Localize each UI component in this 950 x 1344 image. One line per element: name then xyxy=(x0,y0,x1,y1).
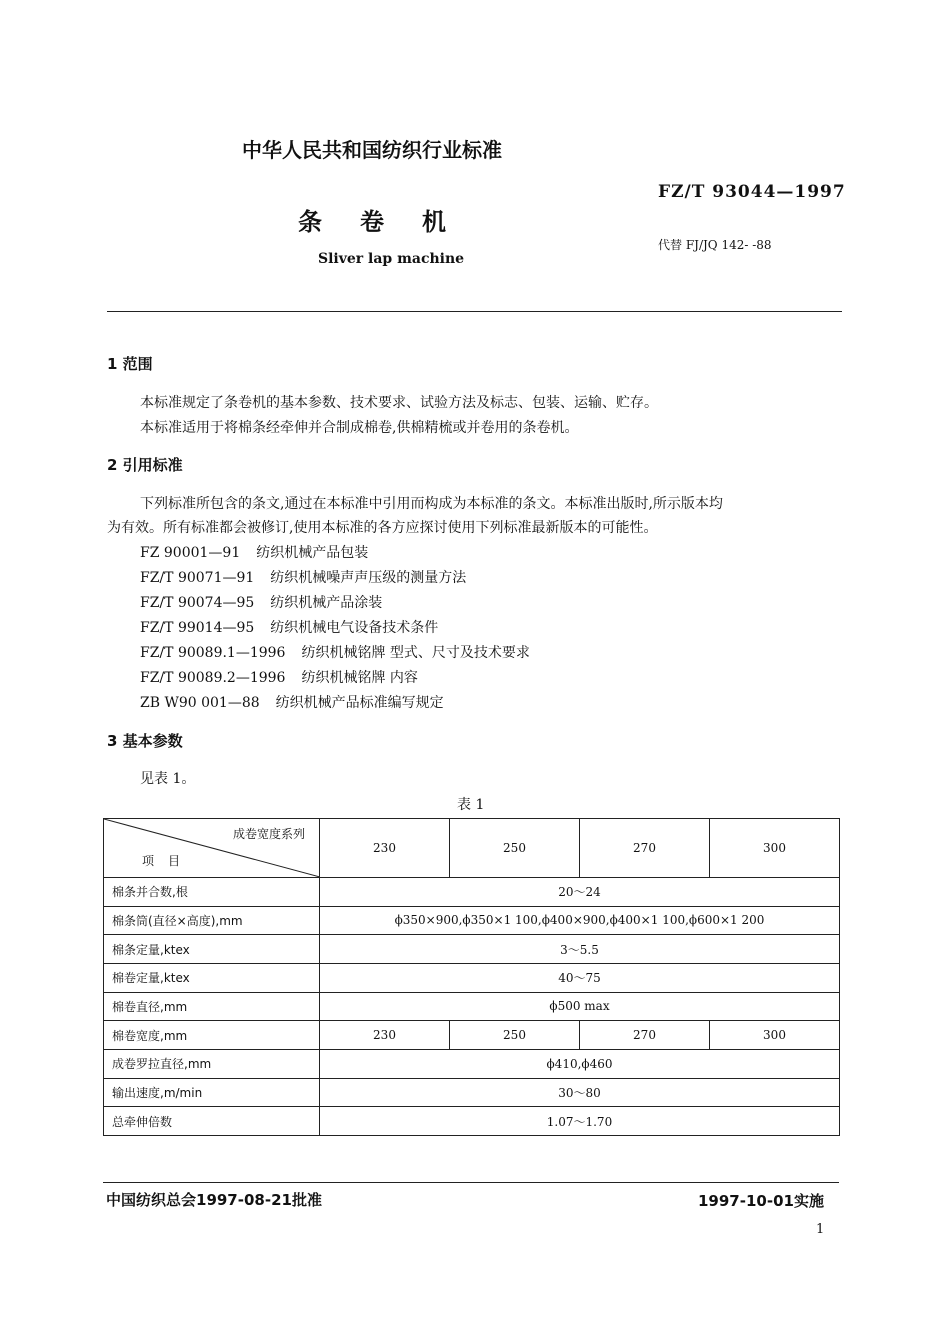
section-2-intro: 为有效。所有标准都会被修订,使用本标准的各方应探讨使用下列标准最新版本的可能性。 xyxy=(107,520,658,536)
row-label: 输出速度,m/min xyxy=(104,1078,320,1107)
approval-date: 中国纺织总会1997-08-21批准 xyxy=(106,1191,322,1209)
table-header-row xyxy=(104,819,840,878)
replaces-note: 代替 FJ/JQ 142- -88 xyxy=(658,238,772,252)
row-label: 棉条定量,ktex xyxy=(104,935,320,964)
table-row xyxy=(104,878,840,907)
reference-item xyxy=(140,542,368,562)
row-value: 300 xyxy=(710,1021,840,1050)
reference-title: 纺织机械产品标准编写规定 xyxy=(275,695,444,711)
section-2-heading: 2 引用标准 xyxy=(107,456,183,474)
section-1-paragraph: 本标准适用于将棉条经牵伸并合制成棉卷,供棉精梳或并卷用的条卷机。 xyxy=(140,420,579,436)
row-label: 棉条筒(直径×高度),mm xyxy=(104,906,320,935)
reference-code: FZ/T 99014—95 xyxy=(140,620,255,636)
row-value: 3～5.5 xyxy=(320,935,840,964)
row-value: 30～80 xyxy=(320,1078,840,1107)
reference-title: 纺织机械铭牌 型式、尺寸及技术要求 xyxy=(301,645,530,661)
reference-item xyxy=(140,617,438,637)
row-label: 成卷罗拉直径,mm xyxy=(104,1049,320,1078)
reference-code: ZB W90 001—88 xyxy=(140,695,260,711)
page-number: 1 xyxy=(816,1222,825,1237)
section-3-heading: 3 基本参数 xyxy=(107,732,183,750)
table-row xyxy=(104,935,840,964)
row-value: 40～75 xyxy=(320,963,840,992)
width-header-cell: 230 xyxy=(320,819,450,878)
row-value: 250 xyxy=(450,1021,580,1050)
reference-item xyxy=(140,667,418,687)
row-value: 230 xyxy=(320,1021,450,1050)
reference-code: FZ/T 90074—95 xyxy=(140,595,255,611)
row-label: 棉卷直径,mm xyxy=(104,992,320,1021)
parameters-table xyxy=(103,818,840,1136)
row-label: 棉卷宽度,mm xyxy=(104,1021,320,1050)
section-2-intro: 下列标准所包含的条文,通过在本标准中引用而构成为本标准的条文。本标准出版时,所示版本均 xyxy=(140,496,723,512)
section-1-heading: 1 范围 xyxy=(107,355,153,373)
footer-divider xyxy=(103,1182,839,1183)
row-value: 1.07～1.70 xyxy=(320,1107,840,1136)
reference-code: FZ 90001—91 xyxy=(140,545,241,561)
width-header-cell: 300 xyxy=(710,819,840,878)
reference-title: 纺织机械噪声声压级的测量方法 xyxy=(270,570,467,586)
table-row xyxy=(104,1078,840,1107)
table-corner-cell xyxy=(104,819,320,878)
row-value: ϕ410,ϕ460 xyxy=(320,1049,840,1078)
document-title: 条卷机 xyxy=(298,208,484,236)
table-row xyxy=(104,906,840,935)
section-3-paragraph: 见表 1。 xyxy=(140,771,196,787)
row-label: 棉条并合数,根 xyxy=(104,878,320,907)
row-label: 棉卷定量,ktex xyxy=(104,963,320,992)
reference-code: FZ/T 90071—91 xyxy=(140,570,255,586)
effective-date: 1997-10-01实施 xyxy=(698,1192,824,1210)
table-caption: 表 1 xyxy=(457,797,485,813)
corner-column-label: 成卷宽度系列 xyxy=(232,827,305,841)
reference-title: 纺织机械产品包装 xyxy=(256,545,369,561)
table-row xyxy=(104,1049,840,1078)
row-label: 总牵伸倍数 xyxy=(104,1107,320,1136)
reference-code: FZ/T 90089.2—1996 xyxy=(140,670,286,686)
issuing-authority: 中华人民共和国纺织行业标准 xyxy=(242,138,502,162)
reference-title: 纺织机械产品涂装 xyxy=(270,595,383,611)
document-title-english: Sliver lap machine xyxy=(318,251,465,267)
standard-code: FZ/T 93044—1997 xyxy=(658,182,846,202)
reference-title: 纺织机械铭牌 内容 xyxy=(301,670,418,686)
reference-item xyxy=(140,592,382,612)
table-row xyxy=(104,992,840,1021)
row-value: ϕ500 max xyxy=(320,992,840,1021)
corner-row-label: 项目 xyxy=(142,854,195,868)
reference-code: FZ/T 90089.1—1996 xyxy=(140,645,286,661)
row-value: 270 xyxy=(580,1021,710,1050)
header-divider xyxy=(107,311,842,312)
table-row xyxy=(104,1107,840,1136)
table-row xyxy=(104,1021,840,1050)
width-header-cell: 250 xyxy=(450,819,580,878)
table-row xyxy=(104,963,840,992)
reference-item xyxy=(140,692,444,712)
reference-item xyxy=(140,642,530,662)
reference-title: 纺织机械电气设备技术条件 xyxy=(270,620,439,636)
row-value: ϕ350×900,ϕ350×1 100,ϕ400×900,ϕ400×1 100,ϕ600×1 200 xyxy=(320,906,840,935)
row-value: 20～24 xyxy=(320,878,840,907)
reference-item xyxy=(140,567,466,587)
width-header-cell: 270 xyxy=(580,819,710,878)
section-1-paragraph: 本标准规定了条卷机的基本参数、技术要求、试验方法及标志、包装、运输、贮存。 xyxy=(140,395,658,411)
